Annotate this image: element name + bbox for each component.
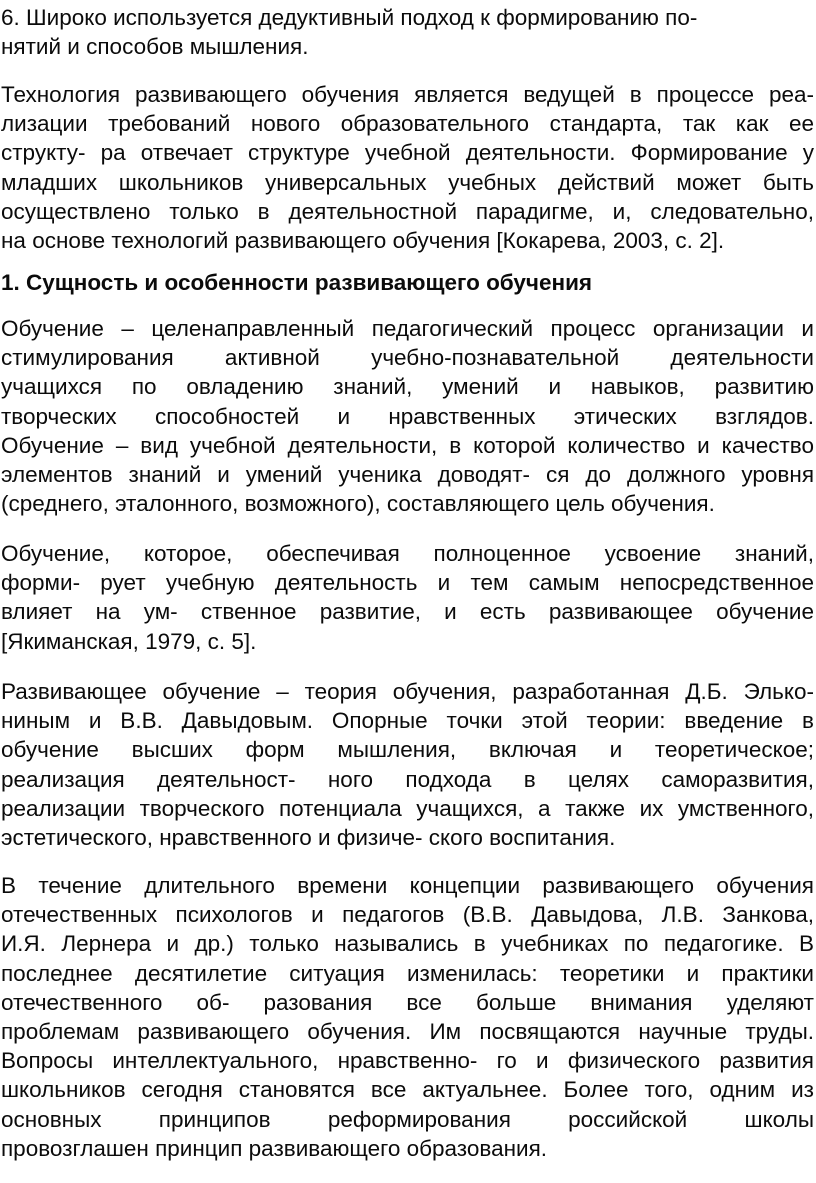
heading-text: 1. Сущность и особенности развивающего обучения <box>1 270 593 295</box>
text-line: Обучение – целенаправленный педагогический процесс организации и <box>1 316 814 341</box>
text-line: школьников сегодня становятся все актуальнее. Более того, одним из <box>1 1077 814 1103</box>
text-line: Технология развивающего обучения является ведущей в процессе реа- <box>1 82 814 107</box>
text-line: лизации требований нового образовательного стандарта, так как ее <box>1 111 814 137</box>
text-line: Вопросы интеллектуального, нравственно- го и физического развития <box>1 1048 814 1074</box>
text-line: Обучение – вид учебной деятельности, в которой количество и качество <box>1 432 814 458</box>
text-line: творческих способностей и нравственных этических взглядов. <box>1 403 814 429</box>
text-line: Обучение, которое, обеспечивая полноценное усвоение знаний, <box>1 541 814 566</box>
text-line: провозглашен принцип развивающего образования. <box>1 1135 548 1161</box>
text-line: реализация деятельност- ного подхода в целях саморазвития, <box>1 766 814 792</box>
paragraph-developmental <box>1 677 814 852</box>
text-line: обучение высших форм мышления, включая и теоретическое; <box>1 737 814 763</box>
paragraph-technology <box>1 80 814 255</box>
paragraph-learning <box>1 314 814 518</box>
text-line: основных принципов реформирования российской школы <box>1 1106 814 1132</box>
text-line: отечественного об- разования все больше внимания уделяют <box>1 989 814 1015</box>
section-heading <box>1 268 814 297</box>
text-line: проблемам развивающего обучения. Им посвящаются научные труды. <box>1 1018 814 1044</box>
text-line: влияет на ум- ственное развитие, и есть развивающее обучение <box>1 599 814 625</box>
text-line: отечественных психологов и педагогов (В.В. Давыдова, Л.В. Занкова, <box>1 902 814 928</box>
text-line: реализации творческого потенциала учащихся, а также их умственного, <box>1 795 814 821</box>
text-line: (среднего, эталонного, возможного), составляющего цель обучения. <box>1 491 715 517</box>
text-line: на основе технологий развивающего обучения [Кокарева, 2003, с. 2]. <box>1 227 725 253</box>
text-line: младших школьников универсальных учебных действий может быть <box>1 169 814 195</box>
text-line: форми- рует учебную деятельность и тем самым непосредственное <box>1 570 814 596</box>
text-line: ниным и В.В. Давыдовым. Опорные точки этой теории: введение в <box>1 708 814 734</box>
text-line: элементов знаний и умений ученика доводят- ся до должного уровня <box>1 461 814 487</box>
text-line: последнее десятилетие ситуация изменилась: теоретики и практики <box>1 960 814 986</box>
text-line: структу- ра отвечает структуре учебной деятельности. Формирование у <box>1 140 814 166</box>
paragraph-full-learning <box>1 539 814 656</box>
paragraph-history <box>1 871 814 1163</box>
text-line: учащихся по овладению знаний, умений и навыков, развитию <box>1 374 814 400</box>
text-line: эстетического, нравственного и физиче- ского воспитания. <box>1 824 616 850</box>
text-line: Развивающее обучение – теория обучения, разработанная Д.Б. Элько- <box>1 679 814 704</box>
paragraph-intro <box>1 3 814 61</box>
text-line: осуществлено только в деятельностной парадигме, и, следовательно, <box>1 198 814 224</box>
text-line: стимулирования активной учебно-познавательной деятельности <box>1 345 814 371</box>
text-line: [Якиманская, 1979, с. 5]. <box>1 628 257 654</box>
text-line: В течение длительного времени концепции развивающего обучения <box>1 873 814 898</box>
text-line: нятий и способов мышления. <box>1 34 309 60</box>
text-line: И.Я. Лернера и др.) только назывались в учебниках по педагогике. В <box>1 931 814 957</box>
text-line: 6. Широко используется дедуктивный подход к формированию по- <box>1 5 698 30</box>
